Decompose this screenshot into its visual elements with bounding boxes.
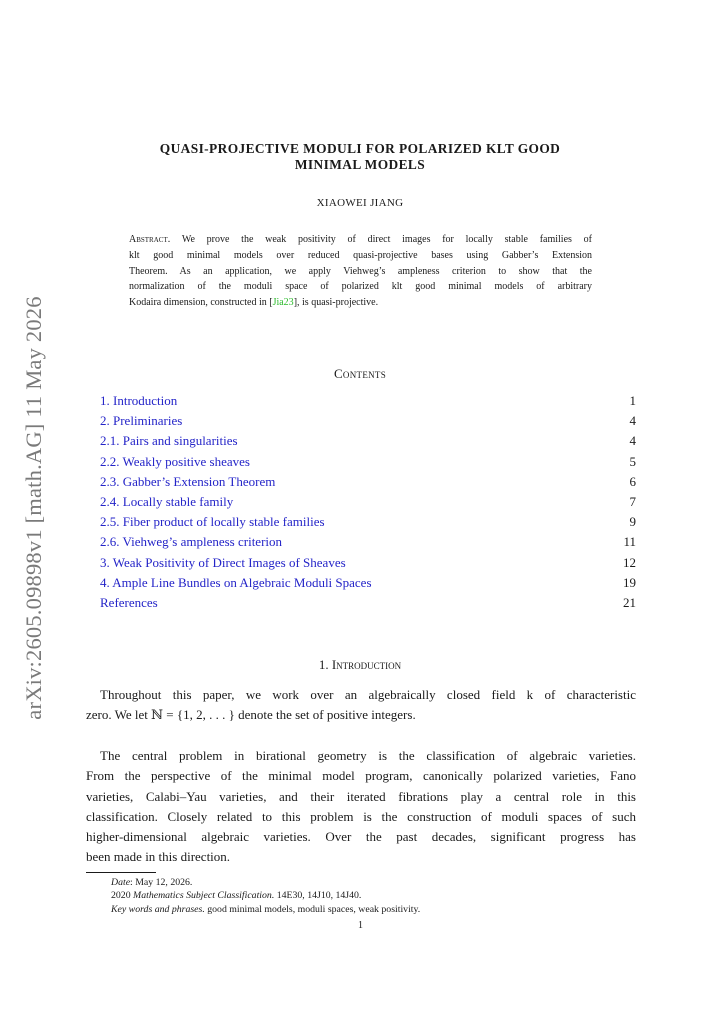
- paragraph-line: varieties, Calabi–Yau varieties, and their iterated fibrations play a central role in this: [86, 788, 636, 804]
- toc-entry[interactable]: [100, 534, 636, 554]
- toc-entry[interactable]: [100, 494, 636, 514]
- paper-title: [100, 141, 620, 173]
- section-number: 1.: [318, 657, 329, 672]
- toc-entry-label[interactable]: 2.5. Fiber product of locally stable families: [100, 514, 325, 530]
- abstract-line-1: Abstract. We prove the weak positivity of direct images for locally stable families of: [129, 234, 592, 245]
- paragraph-line: classification. Closely related to this problem is the construction of moduli spaces of such: [86, 808, 636, 824]
- abstract: [129, 232, 592, 311]
- toc-entry-page: 7: [629, 493, 636, 509]
- footnote-divider: [86, 872, 156, 873]
- toc-entry-label[interactable]: 2.6. Viehweg’s ampleness criterion: [100, 534, 283, 550]
- paragraph-line: The central problem in birational geometry is the classification of algebraic varieties.: [100, 748, 636, 763]
- abstract-line-5: Kodaira dimension, constructed in [Jia23], is quasi-projective.: [129, 297, 379, 309]
- toc-entry-page: 5: [629, 453, 636, 469]
- toc-entry-page: 1: [629, 393, 636, 408]
- title-line-2: MINIMAL MODELS: [294, 157, 426, 172]
- title-line-1: QUASI-PROJECTIVE MODULI FOR POLARIZED KLT GOOD: [159, 141, 561, 156]
- toc-entry-page: 21: [623, 594, 636, 610]
- contents-heading: Contents: [333, 366, 387, 381]
- arxiv-stamp: arXiv:2605.09898v1 [math.AG] 11 May 2026: [21, 296, 46, 720]
- toc-entry[interactable]: [100, 514, 636, 534]
- toc-entry-page: 9: [629, 514, 636, 530]
- toc-entry-page: 19: [623, 574, 636, 590]
- abstract-line-2: klt good minimal models over reduced quasi-projective bases using Gabber’s Extension: [129, 249, 592, 261]
- footnote-msc: 2020 Mathematics Subject Classification. 14E30, 14J10, 14J40.: [111, 890, 362, 902]
- toc-entry[interactable]: [100, 474, 636, 494]
- toc-entry-label[interactable]: 2.4. Locally stable family: [100, 493, 234, 509]
- citation-link-jia23[interactable]: Jia23: [272, 297, 294, 309]
- section-title: Introduction: [331, 657, 402, 672]
- paragraph-line: Throughout this paper, we work over an algebraically closed field k of characteristic: [100, 687, 636, 702]
- toc-entry-label[interactable]: 2.2. Weakly positive sheaves: [100, 453, 250, 469]
- toc-entry[interactable]: [100, 393, 636, 413]
- toc-entry[interactable]: [100, 555, 636, 575]
- footnote-date: Date: May 12, 2026.: [111, 877, 193, 888]
- footnote-keywords: Key words and phrases. good minimal models, moduli spaces, weak positivity.: [111, 903, 421, 915]
- toc-entry[interactable]: [100, 575, 636, 595]
- toc-entry[interactable]: [100, 595, 636, 615]
- toc-entry[interactable]: [100, 433, 636, 453]
- abstract-line-3: Theorem. As an application, we apply Viehweg’s ampleness criterion to show that the: [129, 265, 592, 277]
- toc-entry-label[interactable]: 2.1. Pairs and singularities: [100, 433, 238, 449]
- toc-entry[interactable]: [100, 454, 636, 474]
- abstract-label: Abstract.: [129, 234, 171, 245]
- intro-paragraph-1: [86, 685, 636, 726]
- toc-entry-label[interactable]: 2. Preliminaries: [100, 413, 183, 429]
- footnotes: [111, 876, 420, 916]
- intro-paragraph-2: [86, 746, 636, 868]
- toc-entry-page: 11: [623, 534, 636, 550]
- paragraph-line: zero. We let ℕ = {1, 2, . . . } denote the set of positive integers.: [86, 707, 416, 723]
- paragraph-line: been made in this direction.: [86, 849, 231, 865]
- toc-entry-page: 4: [629, 433, 636, 449]
- paragraph-line: From the perspective of the minimal model program, canonically polarized varieties, Fano: [86, 768, 636, 784]
- toc-entry-label[interactable]: 3. Weak Positivity of Direct Images of Sheaves: [100, 554, 346, 570]
- toc-entry-label[interactable]: References: [100, 594, 158, 610]
- author-name: XIAOWEI JIANG: [316, 197, 404, 209]
- section-heading-introduction: [100, 657, 620, 673]
- toc-entry-page: 4: [629, 413, 636, 429]
- table-of-contents: [100, 393, 636, 615]
- page-number: 1: [358, 920, 363, 931]
- toc-entry-label[interactable]: 4. Ample Line Bundles on Algebraic Moduli Spaces: [100, 574, 372, 590]
- toc-entry-page: 12: [623, 554, 636, 570]
- paragraph-line: higher-dimensional algebraic varieties. Over the past decades, significant progress has: [86, 829, 636, 845]
- abstract-line-4: normalization of the moduli space of polarized klt good minimal models of arbitrary: [129, 281, 592, 293]
- toc-entry-page: 6: [629, 473, 636, 489]
- toc-entry-label[interactable]: 1. Introduction: [100, 393, 178, 408]
- toc-entry-label[interactable]: 2.3. Gabber’s Extension Theorem: [100, 473, 276, 489]
- toc-entry[interactable]: [100, 413, 636, 433]
